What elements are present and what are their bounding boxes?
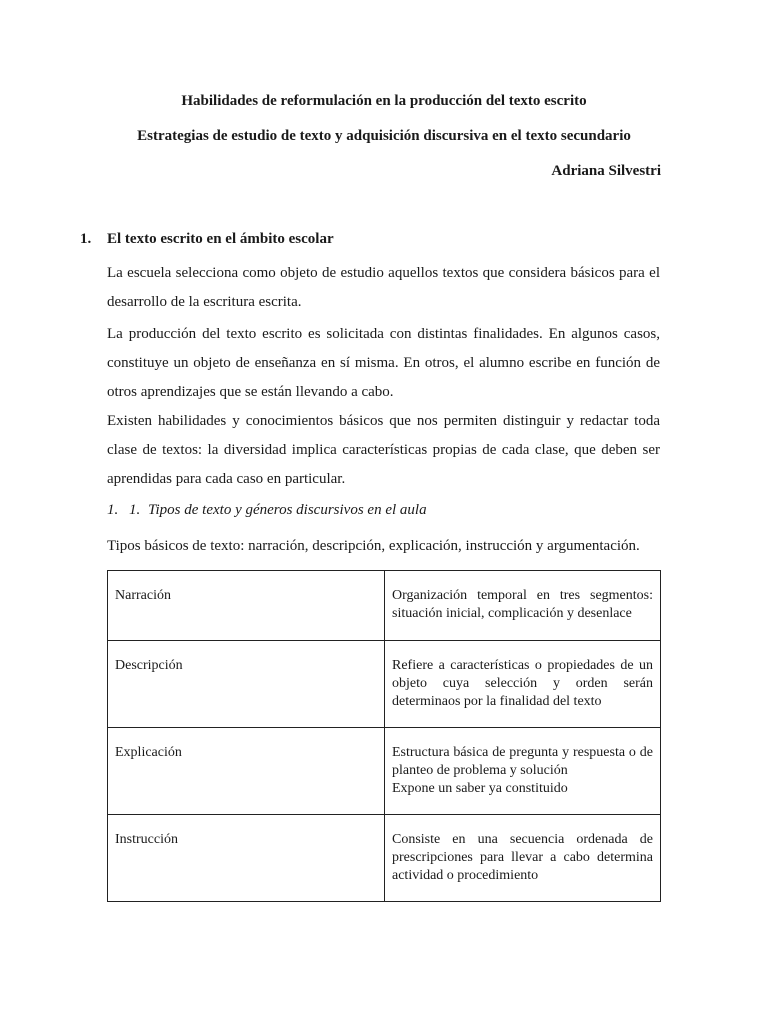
- text-types-intro: Tipos básicos de texto: narración, descripción, explicación, instrucción y argumentación.: [107, 538, 640, 554]
- description-line: Estructura básica de pregunta y respuesta o de planteo de problema y solución: [392, 745, 653, 778]
- subsection-number-b: 1.: [129, 502, 141, 518]
- table-cell-type: Explicación: [108, 728, 385, 815]
- section-heading: [80, 229, 334, 249]
- table-cell-type: Narración: [108, 571, 385, 641]
- document-title: Habilidades de reformulación en la producción del texto escrito: [181, 93, 587, 109]
- section-title: El texto escrito en el ámbito escolar: [107, 231, 334, 247]
- text-types-table: [107, 570, 661, 902]
- document-subtitle: Estrategias de estudio de texto y adquisición discursiva en el texto secundario: [137, 128, 631, 144]
- table-row: [108, 728, 661, 815]
- paragraph-3: Existen habilidades y conocimientos básicos que nos permiten distinguir y redactar toda clase de textos: la diversidad implica características propias de cada clase, que deben ser aprendidas para cada caso en particular.: [107, 413, 660, 487]
- table-cell-type: Descripción: [108, 641, 385, 728]
- subsection-number-a: 1.: [107, 502, 119, 518]
- subsection-heading: [107, 500, 427, 520]
- paragraph-1: La escuela selecciona como objeto de estudio aquellos textos que considera básicos para el desarrollo de la escritura escrita.: [107, 265, 660, 310]
- table-cell-description: Refiere a características o propiedades de un objeto cuya selección y orden serán determinaos por la finalidad del texto: [385, 641, 661, 728]
- table-cell-description: Organización temporal en tres segmentos: situación inicial, complicación y desenlace: [385, 571, 661, 641]
- table-row: [108, 571, 661, 641]
- table-row: [108, 815, 661, 902]
- section-number: 1.: [80, 231, 92, 247]
- table-cell-description: [385, 728, 661, 815]
- subsection-title: Tipos de texto y géneros discursivos en el aula: [148, 502, 427, 518]
- author-name: Adriana Silvestri: [551, 163, 661, 179]
- paragraph-2: La producción del texto escrito es solicitada con distintas finalidades. En algunos casos, constituye un objeto de enseñanza en sí misma. En otros, el alumno escribe en función de otros aprendizajes que se están llevando a cabo.: [107, 326, 660, 400]
- table-cell-type: Instrucción: [108, 815, 385, 902]
- description-line: Expone un saber ya constituido: [392, 781, 568, 796]
- table-cell-description: Consiste en una secuencia ordenada de prescripciones para llevar a cabo determina actividad o procedimiento: [385, 815, 661, 902]
- table-row: [108, 641, 661, 728]
